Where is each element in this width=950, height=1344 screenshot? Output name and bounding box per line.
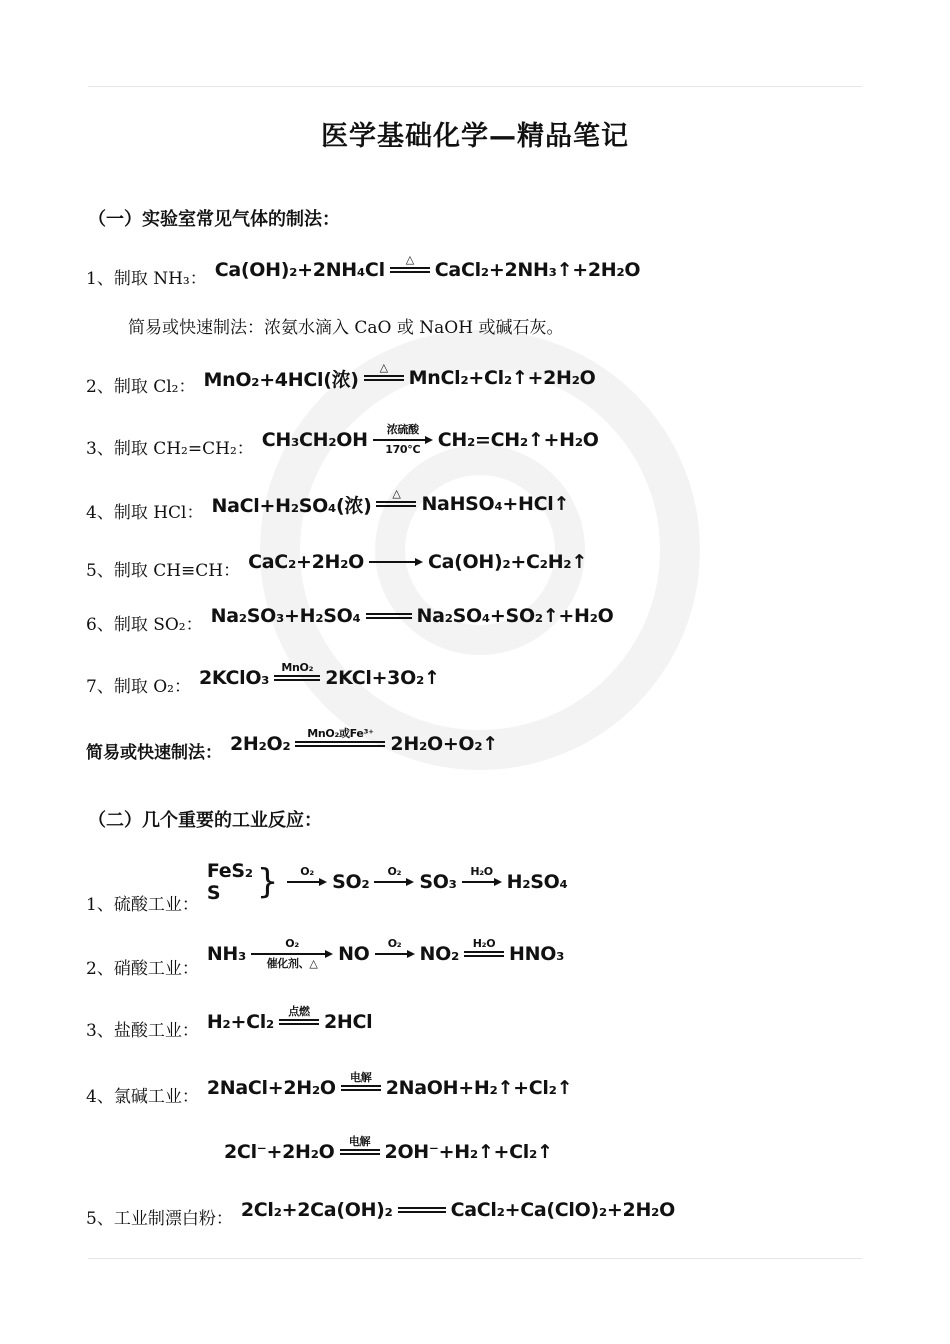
industry-bleaching-powder: 5、工业制漂白粉： 2Cl₂+2Ca(OH)₂ CaCl₂+Ca(ClO)₂+2H₂O	[86, 1199, 675, 1229]
item-label: 1、制取 NH₃：	[86, 268, 207, 289]
nh3-quick-method: 简易或快速制法：浓氨水滴入 CaO 或 NaOH 或碱石灰。	[128, 318, 564, 338]
lab-item-nh3	[86, 248, 640, 292]
lab-item-ethylene: 3、制取 CH₂=CH₂： CH₃CH₂OH 浓硫酸 170℃ CH₂=CH₂↑+H₂O	[86, 423, 599, 459]
lab-item-acetylene: 5、制取 CH≡CH： CaC₂+2H₂O Ca(OH)₂+C₂H₂↑	[86, 551, 587, 581]
industry-sulfuric-acid: 1、硫酸工业： FeS₂ S } O₂ SO₂ O₂ SO₃ H₂O H₂SO₄	[86, 860, 568, 915]
page-title: 医学基础化学—精品笔记	[321, 121, 629, 152]
equation-reactants: Ca(OH)₂+2NH₄Cl	[214, 259, 385, 281]
equation-products: CaCl₂+2NH₃↑+2H₂O	[434, 259, 641, 281]
top-rule	[88, 86, 862, 87]
industry-hydrochloric-acid: 3、盐酸工业： H₂+Cl₂ 点燃 2HCl	[86, 1005, 373, 1041]
o2-quick-method: 简易或快速制法： 2H₂O₂ MnO₂或Fe³⁺ 2H₂O+O₂↑	[86, 727, 498, 763]
lab-item-cl2: 2、制取 Cl₂： MnO₂+4HCl(浓) △ MnCl₂+Cl₂↑+2H₂O	[86, 361, 596, 397]
lab-item-o2: 7、制取 O₂： 2KClO₃ MnO₂ 2KCl+3O₂↑	[86, 661, 440, 697]
section-heading-lab-gases: （一）实验室常见气体的制法：	[88, 209, 340, 230]
lab-item-so2: 6、制取 SO₂： Na₂SO₃+H₂SO₄ Na₂SO₄+SO₂↑+H₂O	[86, 605, 614, 635]
reaction-condition: △	[390, 254, 430, 286]
industry-chlor-alkali: 4、氯碱工业： 2NaCl+2H₂O 电解 2NaOH+H₂↑+Cl₂↑	[86, 1071, 573, 1107]
brace: }	[256, 862, 279, 902]
industry-nitric-acid: 2、硝酸工业： NH₃ O₂ 催化剂、△ NO O₂ NO₂ H₂O HNO₃	[86, 937, 565, 979]
section-heading-industrial: （二）几个重要的工业反应：	[88, 810, 322, 831]
industry-chlor-alkali-ionic: 2Cl⁻+2H₂O 电解 2OH⁻+H₂↑+Cl₂↑	[224, 1135, 553, 1163]
lab-item-hcl: 4、制取 HCl： NaCl+H₂SO₄(浓) △ NaHSO₄+HCl↑	[86, 487, 570, 523]
bottom-rule	[88, 1258, 862, 1259]
